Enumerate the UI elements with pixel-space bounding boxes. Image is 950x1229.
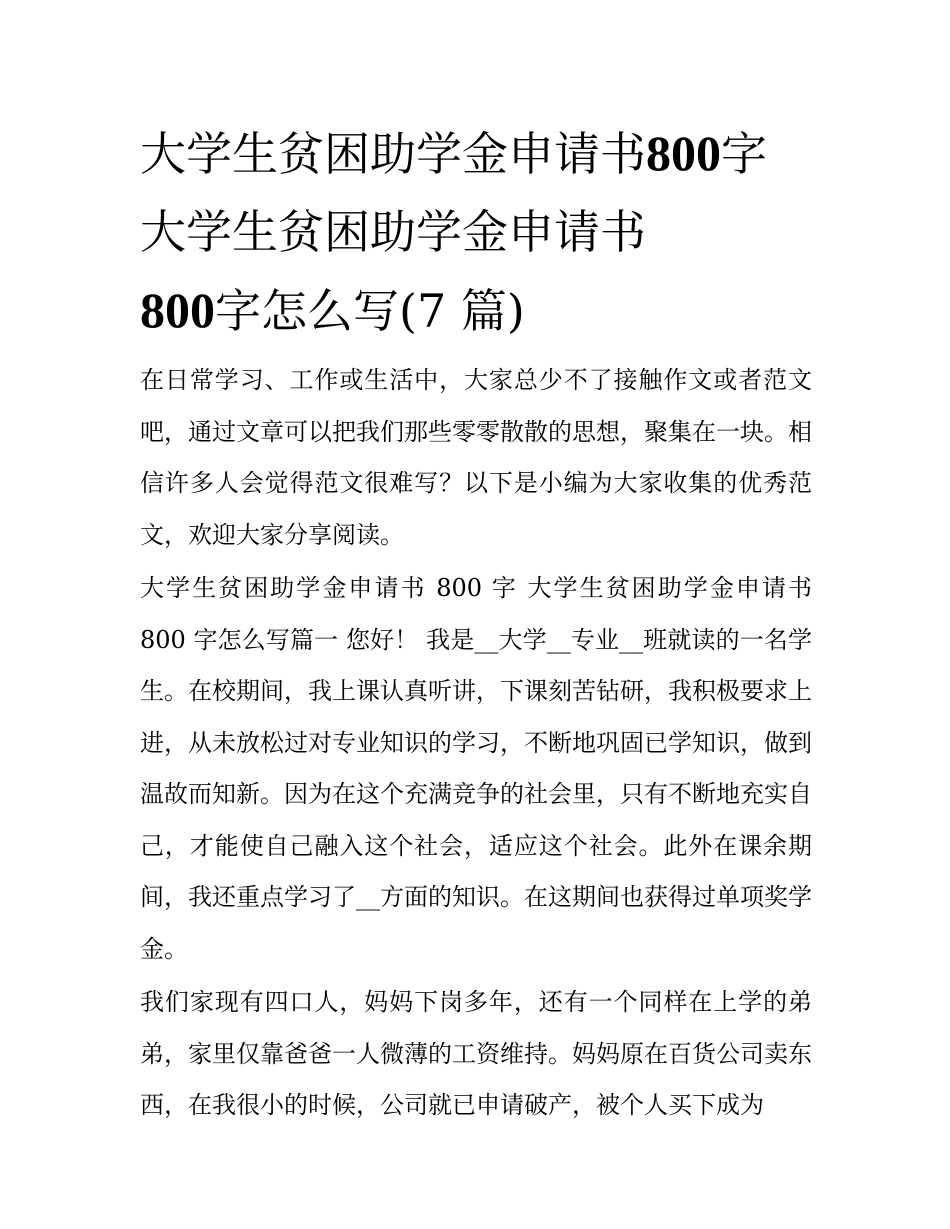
document-title <box>140 114 820 350</box>
paragraph-letter-2: 我们家现有四口人，妈妈下岗多年，还有一个同样在上学的弟弟，家里仅靠爸爸一人微薄的工资维持。妈妈原在百货公司卖东西，在我很小的时候，公司就已申请破产，被个人买下成为 <box>140 988 812 1119</box>
document-body <box>140 355 812 1134</box>
paragraph-letter-1: 大学生贫困助学金申请书 800 字 大学生贫困助学金申请书 800 字怎么写篇一 您好！ 我是__大学__专业__班就读的一名学生。在校期间，我上课认真听讲，下课刻苦钻研，我积极要求上进，从未放松过对专业知识的学习，不断地巩固已学知识，做到温故而知新。因为在这个充满竞争的社会里，只有不断地充实自己，才能使自己融入这个社会，适应这个社会。此外在课余期间，我还重点学习了__方面的知识。在这期间也获得过单项奖学金。 <box>140 574 812 963</box>
title-part-2: 字 大学生贫困助学金申请书 <box>140 127 767 259</box>
title-part-1: 大学生贫困助学金申请书 <box>140 127 646 181</box>
title-part-3: 字怎么写(7 篇) <box>215 284 525 338</box>
paragraph-intro: 在日常学习、工作或生活中，大家总少不了接触作文或者范文吧，通过文章可以把我们那些零零散散的思想，聚集在一块。相信许多人会觉得范文很难写？以下是小编为大家收集的优秀范文，欢迎大家分享阅读。 <box>140 366 812 549</box>
title-number-2: 800 <box>140 282 215 338</box>
title-number-1: 800 <box>646 125 721 181</box>
